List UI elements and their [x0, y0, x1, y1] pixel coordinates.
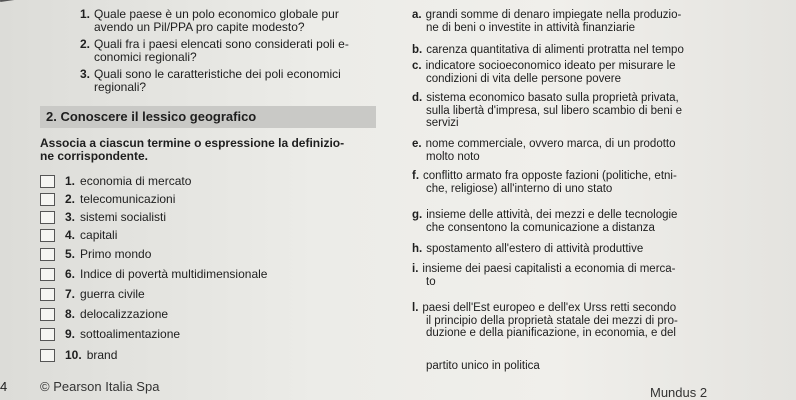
page-edge-mark	[0, 0, 61, 12]
term-label: Indice di povertà multidimensionale	[80, 267, 268, 281]
definition-text: duzione e della pianificazione, in economia, e del	[426, 327, 676, 339]
answer-box[interactable]	[40, 193, 55, 206]
definition-text: grandi somme di denaro impiegate nella produzio-	[425, 9, 682, 21]
definition-text: spostamento all'estero di attività produttive	[426, 243, 644, 255]
term-number: 10.	[65, 348, 82, 362]
definition-text: condizioni di vita delle persone povere	[426, 72, 621, 85]
definition-text: partito unico in politica	[426, 360, 540, 372]
question-text: avendo un Pil/PPA pro capite modesto?	[94, 20, 305, 34]
term-row	[40, 326, 180, 342]
definition-g	[412, 209, 782, 234]
question-text: Quale paese è un polo economico globale pur	[94, 7, 339, 21]
book-title: Mundus 2	[650, 385, 708, 400]
answer-box[interactable]	[40, 248, 55, 261]
term-number: 9.	[65, 327, 76, 341]
question-number: 3.	[80, 67, 91, 81]
definition-d	[412, 92, 782, 130]
definition-letter: a.	[412, 9, 422, 21]
definition-e	[412, 138, 782, 163]
definition-text: servizi	[426, 117, 459, 129]
definition-letter: d.	[412, 92, 423, 104]
answer-box[interactable]	[40, 268, 55, 281]
term-row	[40, 173, 191, 189]
section-heading: 2. Conoscere il lessico geografico	[40, 106, 376, 128]
term-label: Primo mondo	[80, 247, 152, 261]
answer-box[interactable]	[40, 211, 55, 224]
answer-box[interactable]	[40, 328, 55, 341]
exercise-instruction	[40, 137, 380, 163]
definition-letter: g.	[412, 209, 423, 221]
term-label: telecomunicazioni	[80, 192, 176, 206]
definition-i	[412, 263, 782, 288]
instruction-text: ne corrispondente.	[40, 149, 149, 163]
instruction-text: Associa a ciascun termine o espressione la definizio-	[40, 136, 345, 150]
definition-text: insieme delle attività, dei mezzi e delle tecnologie	[426, 209, 678, 221]
definition-letter: l.	[412, 302, 419, 314]
answer-box[interactable]	[40, 349, 55, 362]
term-label: capitali	[80, 228, 118, 242]
definition-text: insieme dei paesi capitalisti a economia di merca-	[422, 263, 676, 275]
term-label: guerra civile	[80, 287, 145, 301]
definition-text: ne di beni o investite in attività finanziarie	[426, 21, 636, 34]
term-row	[40, 266, 267, 282]
definition-text: sistema economico basato sulla proprietà privata,	[426, 92, 679, 104]
definition-text: nome commerciale, ovvero marca, di un prodotto	[425, 138, 676, 150]
term-row	[40, 286, 145, 302]
definition-text: molto noto	[426, 150, 480, 163]
definition-letter: f.	[412, 170, 420, 182]
term-number: 7.	[65, 287, 76, 301]
definition-b	[412, 44, 782, 57]
definition-text: conflitto armato fra opposte fazioni (politiche, etni-	[423, 170, 677, 182]
answer-box[interactable]	[40, 308, 55, 321]
definition-a	[412, 9, 782, 34]
definition-text: il principio della proprietà statale dei mezzi di pro-	[426, 314, 678, 327]
definition-letter: c.	[412, 60, 422, 72]
term-number: 2.	[65, 192, 76, 206]
question-number: 2.	[80, 37, 91, 51]
term-row	[40, 227, 117, 243]
definition-letter: i.	[412, 263, 419, 275]
term-label: delocalizzazione	[80, 307, 169, 321]
definition-text: paesi dell'Est europeo e dell'ex Urss retti secondo	[422, 302, 677, 314]
definition-c	[412, 60, 782, 85]
definition-letter: e.	[412, 138, 422, 150]
definition-l	[412, 302, 782, 340]
definition-text: carenza quantitativa di alimenti protratta nel tempo	[426, 44, 684, 56]
term-row	[40, 347, 117, 363]
copyright-text: © Pearson Italia Spa	[40, 379, 160, 394]
definition-text: sulla libertà d'impresa, sul libero scambio di beni e	[426, 104, 682, 117]
definition-letter: b.	[412, 44, 423, 56]
term-number: 3.	[65, 210, 76, 224]
definition-text: che, religiose) all'interno di uno stato	[426, 182, 613, 195]
term-label: sottoalimentazione	[80, 327, 181, 341]
page-number: 4	[0, 379, 8, 394]
question-3	[80, 68, 341, 94]
term-label: economia di mercato	[80, 174, 192, 188]
definition-continuation	[412, 360, 782, 373]
definition-text: che consentono la comunicazione a distanza	[426, 221, 655, 234]
definition-h	[412, 243, 782, 256]
question-text: conomici regionali?	[94, 50, 197, 64]
answer-box[interactable]	[40, 229, 55, 242]
term-number: 1.	[65, 174, 76, 188]
term-row	[40, 246, 151, 262]
term-row	[40, 191, 175, 207]
term-label: sistemi socialisti	[80, 210, 167, 224]
answer-box[interactable]	[40, 288, 55, 301]
question-2	[80, 38, 349, 64]
answer-box[interactable]	[40, 175, 55, 188]
question-text: regionali?	[94, 80, 147, 94]
term-number: 8.	[65, 307, 76, 321]
term-label: brand	[86, 348, 118, 362]
term-number: 6.	[65, 267, 76, 281]
question-text: Quali sono le caratteristiche dei poli economici	[94, 67, 341, 81]
definition-text: indicatore socioeconomico ideato per misurare le	[425, 60, 676, 72]
term-row	[40, 209, 166, 225]
term-number: 4.	[65, 228, 76, 242]
definition-f	[412, 170, 782, 195]
question-number: 1.	[80, 7, 91, 21]
question-text: Quali fra i paesi elencati sono considerati poli e-	[94, 37, 349, 51]
term-row	[40, 306, 168, 322]
definition-text: to	[426, 275, 436, 288]
term-number: 5.	[65, 247, 76, 261]
definition-letter: h.	[412, 243, 423, 255]
question-1	[80, 8, 339, 34]
